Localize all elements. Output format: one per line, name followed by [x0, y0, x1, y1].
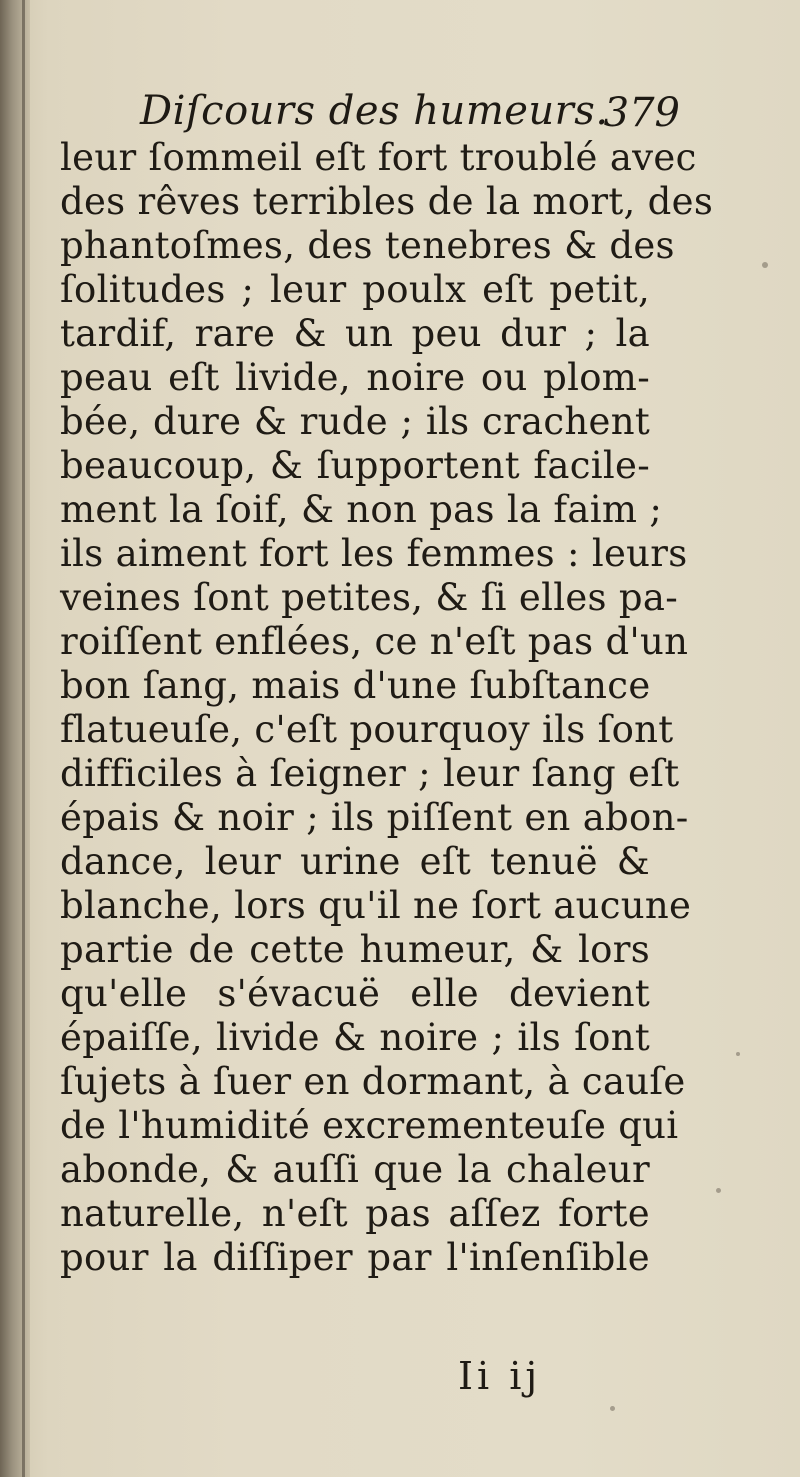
signature-mark: Ii ij [458, 1354, 542, 1398]
text-line: peau eſt livide, noire ou plom- [60, 356, 650, 399]
text-line: bée, dure & rude ; ils crachent [60, 400, 650, 443]
text-line: pour la diſſiper par l'inſenſible [60, 1236, 650, 1279]
text-line: beaucoup, & ſupportent facile- [60, 444, 650, 487]
text-line: épais & noir ; ils piſſent en abon- [60, 796, 689, 839]
text-line: épaiſſe, livide & noire ; ils ſont [60, 1016, 650, 1059]
page-gutter [0, 0, 30, 1477]
text-line: abonde, & auſſi que la chaleur [60, 1148, 650, 1191]
body-text [60, 136, 714, 1280]
paper-speck [736, 1052, 740, 1056]
text-line: tardif, rare & un peu dur ; la [60, 312, 650, 355]
text-line: veines ſont petites, & ſi elles pa- [60, 576, 679, 619]
text-line: ſolitudes ; leur poulx eſt petit, [60, 268, 650, 311]
page-header [140, 88, 680, 142]
text-line: phantoſmes, des tenebres & des [60, 224, 675, 267]
text-line: naturelle, n'eſt pas aſſez forte [60, 1192, 650, 1235]
text-line: flatueuſe, c'eſt pourquoy ils ſont [60, 708, 674, 751]
text-line: bon ſang, mais d'une ſubſtance [60, 664, 651, 707]
text-line: dance, leur urine eſt tenuë & [60, 840, 650, 883]
text-line: ſujets à ſuer en dormant, à cauſe [60, 1060, 686, 1103]
running-head: Diſcours des humeurs. [140, 88, 609, 134]
gutter-edge [22, 0, 25, 1477]
page-number: 379 [603, 90, 680, 136]
text-line: blanche, lors qu'il ne ſort aucune [60, 884, 692, 927]
text-line: difficiles à ſeigner ; leur ſang eſt [60, 752, 680, 795]
text-line: partie de cette humeur, & lors [60, 928, 650, 971]
text-line: leur ſommeil eſt fort troublé avec [60, 136, 697, 179]
text-line: roiſſent enflées, ce n'eſt pas d'un [60, 620, 689, 663]
text-line: ment la ſoif, & non pas la faim ; [60, 488, 663, 531]
text-line: de l'humidité excrementeuſe qui [60, 1104, 679, 1147]
paper-speck [716, 1188, 721, 1193]
text-line: des rêves terribles de la mort, des [60, 180, 714, 223]
paper-speck [610, 1406, 615, 1411]
paper-speck [762, 262, 768, 268]
text-line: ils aiment fort les femmes : leurs [60, 532, 688, 575]
text-line: qu'elle s'évacuë elle devient [60, 972, 650, 1015]
